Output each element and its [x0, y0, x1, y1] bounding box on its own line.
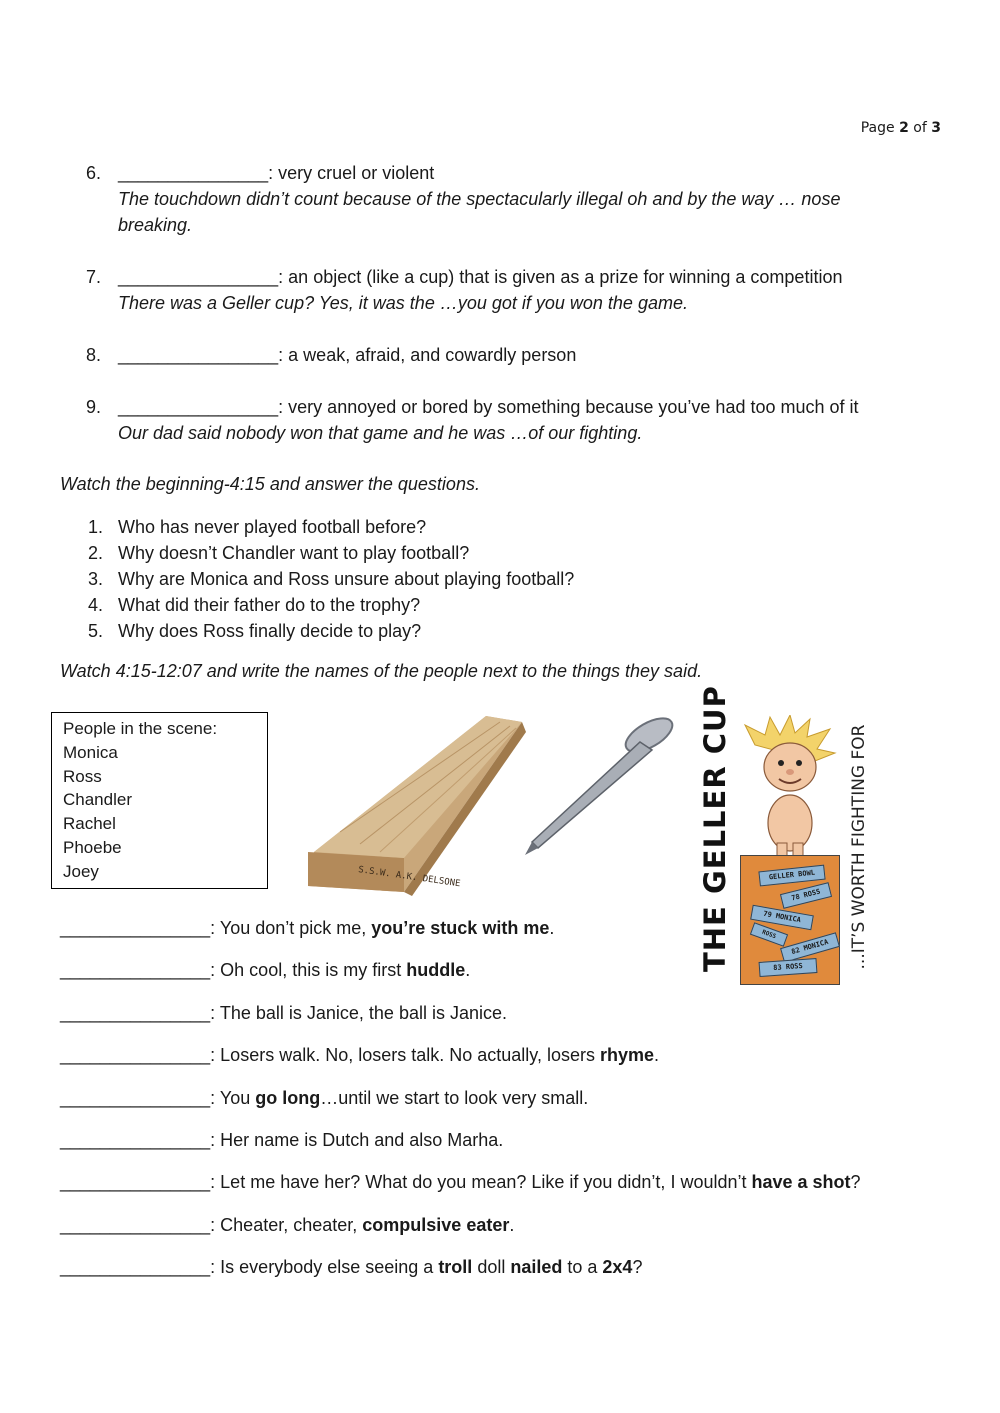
question-item: 2. Why doesn’t Chandler want to play football?	[88, 543, 470, 563]
answer-blank: _______________	[60, 1045, 211, 1066]
troll-doll-icon	[735, 715, 845, 865]
person-name: Ross	[63, 766, 102, 786]
person-name: Phoebe	[63, 837, 122, 857]
question-item: 5. Why does Ross finally decide to play?	[88, 621, 422, 641]
vocab-item-6: 6. _______________: very cruel or violent The touchdown didn’t count because of the spectacularly illegal oh and by the way … nose breaking.	[86, 160, 956, 238]
plaque: 79 MONICA	[750, 905, 814, 931]
poster-tagline: ...IT’S WORTH FIGHTING FOR	[849, 724, 869, 970]
quote-line: _______________: Let me have her? What do you mean? Like if you didn’t, I wouldn’t have a shot?	[60, 1172, 861, 1193]
vocab-item-8: 8. ________________: a weak, afraid, and cowardly person	[86, 345, 577, 365]
answer-blank: ________________	[118, 345, 279, 365]
person-name: Chandler	[63, 790, 132, 810]
quote-line: _______________: Is everybody else seeing a troll doll nailed to a 2x4?	[60, 1257, 643, 1278]
poster-title: THE GELLER CUP	[698, 685, 732, 972]
person-name: Monica	[63, 742, 118, 762]
question-list	[88, 514, 574, 644]
people-in-scene-box	[51, 712, 268, 889]
quote-line: _______________: You don’t pick me, you’re stuck with me.	[60, 918, 555, 938]
people-heading: People in the scene:	[63, 719, 218, 738]
plaque: 83 ROSS	[759, 958, 818, 977]
person-name: Joey	[63, 861, 99, 881]
wood-plank-image	[300, 712, 530, 897]
plaque: GELLER BOWL	[758, 865, 825, 887]
quote-line: _______________: The ball is Janice, the ball is Janice.	[60, 1002, 507, 1023]
quote-line: _______________: Cheater, cheater, compulsive eater.	[60, 1214, 515, 1235]
question-item: 3. Why are Monica and Ross unsure about playing football?	[88, 569, 575, 589]
answer-blank: _______________	[60, 960, 211, 981]
plaque: ROSS	[750, 922, 788, 947]
vocab-item-7: 7. ________________: an object (like a cup) that is given as a prize for winning a competition There was a Geller cup? Yes, it was the …you got if you won the game.	[86, 264, 956, 316]
quote-list	[60, 913, 861, 1295]
answer-blank: _______________	[60, 1002, 211, 1023]
wood-stamp-text: S.S.W. A.K. DELSONE	[357, 865, 461, 890]
instruction-watch-2: Watch 4:15-12:07 and write the names of the people next to the things they said.	[60, 661, 703, 681]
answer-blank: _______________	[60, 918, 211, 938]
answer-blank: _______________	[60, 1129, 211, 1150]
answer-blank: _______________	[60, 1257, 211, 1278]
page-number: Page 2 of 3	[860, 120, 941, 136]
answer-blank: ________________	[118, 267, 279, 287]
example-sentence: There was a Geller cup? Yes, it was the …you got if you won the game.	[118, 293, 688, 313]
person-name: Rachel	[63, 814, 116, 834]
quote-line: _______________: Her name is Dutch and also Marha.	[60, 1129, 504, 1150]
instruction-watch-1: Watch the beginning-4:15 and answer the questions.	[60, 474, 480, 494]
answer-blank: _______________	[60, 1087, 211, 1108]
nail-image	[522, 710, 682, 860]
question-item: 1. Who has never played football before?	[88, 517, 427, 537]
answer-blank: _______________	[118, 163, 269, 183]
quote-line: _______________: Oh cool, this is my first huddle.	[60, 960, 471, 981]
example-sentence-cont: breaking.	[118, 215, 193, 235]
vocab-item-9: 9. ________________: very annoyed or bored by something because you’ve had too much of it Our dad said nobody won that game and he was …of our fighting.	[86, 394, 956, 446]
quote-line: _______________: You go long…until we start to look very small.	[60, 1087, 589, 1108]
example-sentence: Our dad said nobody won that game and he was …of our fighting.	[118, 423, 643, 443]
plaque: 82 MONICA	[780, 932, 840, 962]
example-sentence: The touchdown didn’t count because of the spectacularly illegal oh and by the way … nose	[118, 189, 841, 209]
answer-blank: _______________	[60, 1214, 211, 1235]
quote-line: _______________: Losers walk. No, losers talk. No actually, losers rhyme.	[60, 1045, 660, 1066]
answer-blank: ________________	[118, 397, 279, 417]
answer-blank: _______________	[60, 1172, 211, 1193]
question-item: 4. What did their father do to the trophy?	[88, 595, 421, 615]
plaque: 78 ROSS	[780, 882, 832, 909]
